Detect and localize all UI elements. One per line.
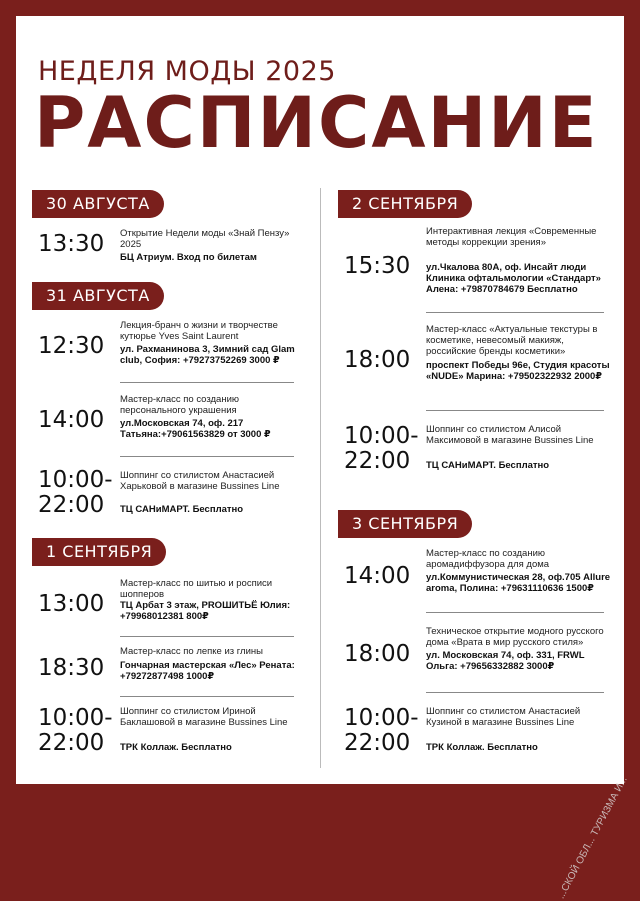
event-details: Гончарная мастерская «Лес» Рената: +79272877498 1000₽ [120, 660, 295, 682]
event-description: Мастер-класс по созданию персонального украшения [120, 394, 240, 416]
event-time: 18:00 [344, 641, 411, 667]
event-separator [120, 456, 294, 457]
event-time: 13:30 [38, 231, 105, 257]
event-time: 15:30 [344, 253, 411, 279]
event-time: 10:00-22:00 [38, 705, 113, 756]
schedule-card [16, 16, 630, 901]
event-details: ТЦ САНиМАРТ. Бесплатно [120, 504, 244, 515]
event-time: 13:00 [38, 591, 105, 617]
event-description: Открытие Недели моды «Знай Пензу» 2025 [120, 228, 290, 250]
event-description: Шоппинг со стилистом Алисой Максимовой в магазине Bussines Line [426, 424, 594, 446]
event-description: Шоппинг со стилистом Ириной Баклашовой в магазине Bussines Line [120, 706, 288, 728]
column-divider [320, 188, 321, 768]
event-supertitle: НЕДЕЛЯ МОДЫ 2025 [38, 56, 336, 87]
event-description: Шоппинг со стилистом Анастасией Кузиной в магазине Bussines Line [426, 706, 581, 728]
event-separator [120, 636, 294, 637]
watermark-stamp: ...СКОЙ ОБЛ... ТУРИЗМА И... [556, 774, 630, 901]
event-separator [426, 612, 604, 613]
event-description: Мастер-класс по шитью и росписи шопперов [120, 578, 273, 600]
event-details: проспект Победы 96е, Студия красоты «NUDE» Марина: +79502322932 2000₽ [426, 360, 610, 382]
day-header-aug31: 31 АВГУСТА [32, 282, 164, 310]
event-description: Техническое открытие модного русского дома «Врата в мир русского стиля» [426, 626, 604, 648]
event-details: ул.Московская 74, оф. 217 Татьяна:+79061563829 от 3000 ₽ [120, 418, 271, 440]
event-separator [120, 382, 294, 383]
event-time: 10:00-22:00 [344, 423, 419, 474]
event-time: 18:00 [344, 347, 411, 373]
day-header-sep1: 1 СЕНТЯБРЯ [32, 538, 166, 566]
event-details: ТРК Коллаж. Бесплатно [426, 742, 538, 753]
event-separator [426, 692, 604, 693]
event-time: 12:30 [38, 333, 105, 359]
event-details: ТЦ САНиМАРТ. Бесплатно [426, 460, 550, 471]
day-header-sep2: 2 СЕНТЯБРЯ [338, 190, 472, 218]
event-separator [120, 696, 294, 697]
event-description: Шоппинг со стилистом Анастасией Харьковой в магазине Bussines Line [120, 470, 280, 492]
event-time: 18:30 [38, 655, 105, 681]
event-details: ул.Чкалова 80А, оф. Инсайт люди Клиника офтальмологии «Стандарт» Алена: +79870784679 Бесплатно [426, 262, 601, 295]
event-details: ул.Коммунистическая 28, оф.705 Allure aroma, Полина: +79631110636 1500₽ [426, 572, 611, 594]
event-time: 10:00-22:00 [38, 467, 113, 518]
event-details: ТРК Коллаж. Бесплатно [120, 742, 232, 753]
event-description: Мастер-класс «Актуальные текстуры в косметике, невесомый макияж, российские бренды косметики» [426, 324, 598, 357]
event-description: Интерактивная лекция «Современные методы коррекции зрения» [426, 226, 597, 248]
event-time: 14:00 [38, 407, 105, 433]
day-header-sep3: 3 СЕНТЯБРЯ [338, 510, 472, 538]
event-description: Лекция-бранч о жизни и творчестве кутюрье Yves Saint Laurent [120, 320, 278, 342]
event-time: 14:00 [344, 563, 411, 589]
event-details: ул. Рахманинова 3, Зимний сад Glam club, София: +79273752269 3000 ₽ [120, 344, 295, 366]
event-details: ул. Московская 74, оф. 331, FRWL Ольга: +79656332882 3000₽ [426, 650, 585, 672]
event-description: Мастер-класс по созданию аромадиффузора для дома [426, 548, 550, 570]
event-details: ТЦ Арбат 3 этаж, РROШИТЬЁ Юлия: +79968012381 800₽ [120, 600, 291, 622]
event-time: 10:00-22:00 [344, 705, 419, 756]
day-header-aug30: 30 АВГУСТА [32, 190, 164, 218]
event-description: Мастер-класс по лепке из глины [120, 646, 263, 657]
event-details: БЦ Атриум. Вход по билетам [120, 252, 257, 263]
event-separator [426, 410, 604, 411]
page-title: РАСПИСАНИЕ [34, 82, 599, 164]
event-separator [426, 312, 604, 313]
